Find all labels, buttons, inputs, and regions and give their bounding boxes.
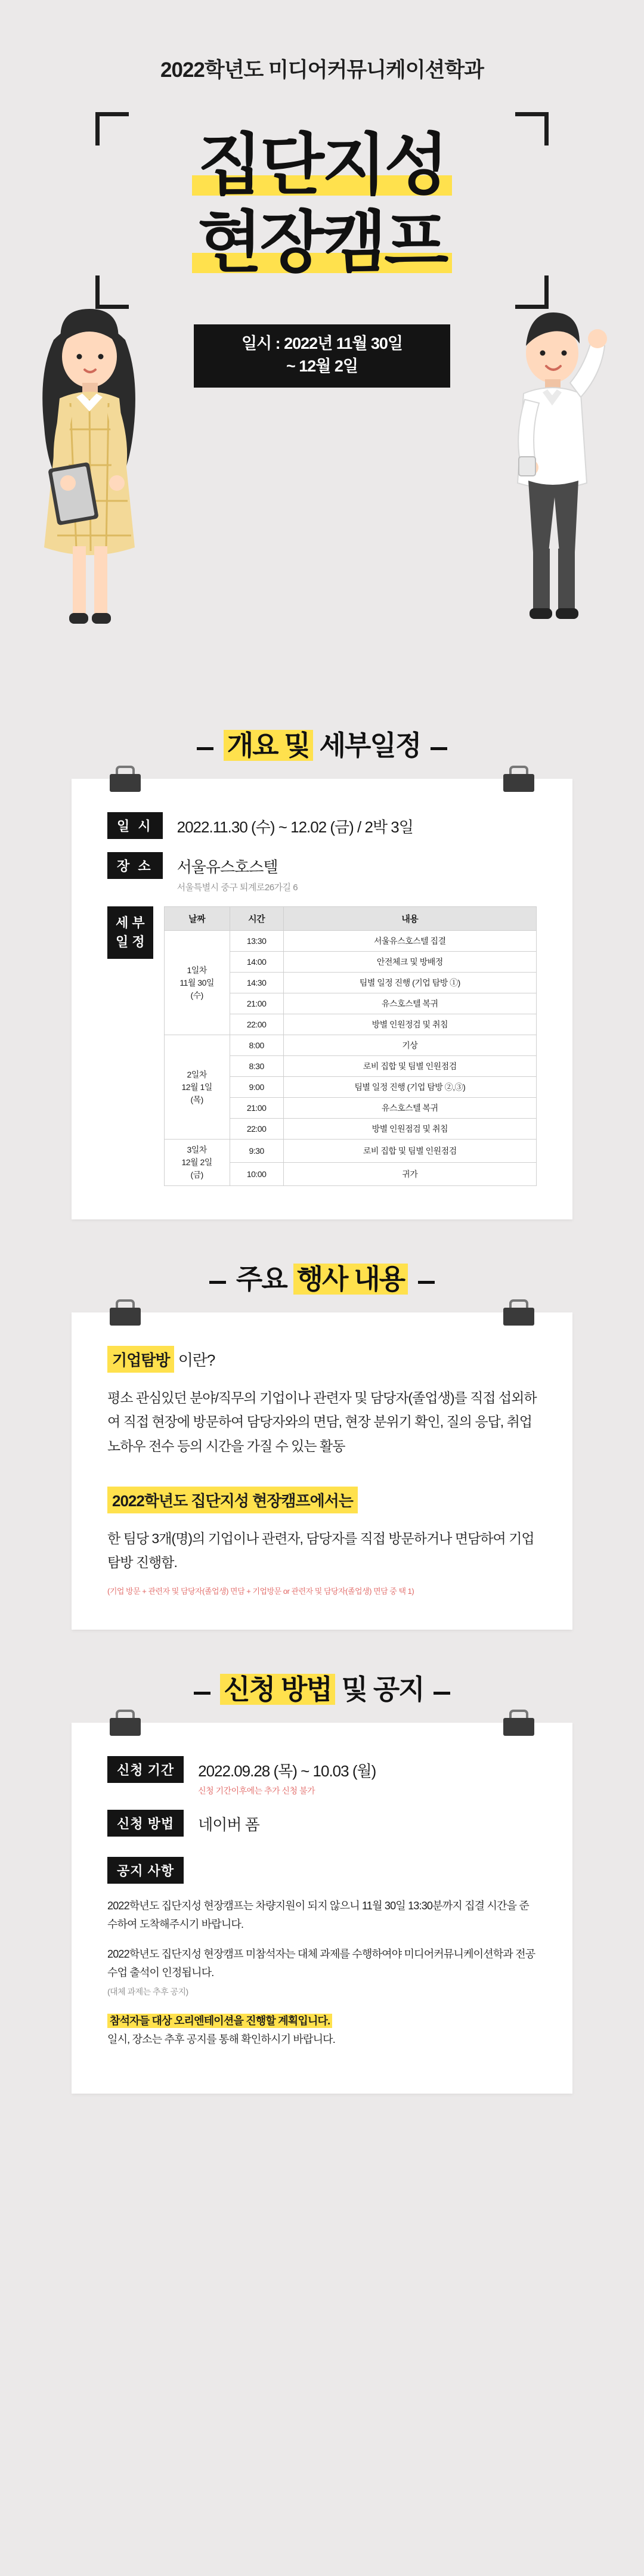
table-row [164, 1035, 536, 1056]
col-header-time: 시간 [230, 907, 283, 931]
col-header-day: 날짜 [164, 907, 230, 931]
camp-keyword: 2022학년도 집단지성 현장캠프에서는 [107, 1487, 358, 1513]
schedule-content-cell: 귀가 [283, 1163, 536, 1186]
schedule-time-cell: 9:00 [230, 1077, 283, 1098]
section-2-heading-pre: 주요 [236, 1264, 287, 1295]
section-1-heading [0, 692, 644, 779]
hero-title-line2: 현장캠프 [197, 205, 447, 280]
apply-method-row [107, 1810, 537, 1837]
schedule-time-cell: 14:30 [230, 973, 283, 993]
schedule-day-line3: (금) [190, 1170, 203, 1179]
schedule-time-cell: 10:00 [230, 1163, 283, 1186]
notice-row [107, 1857, 537, 1884]
schedule-content-cell: 로비 집합 및 팀별 인원점검 [283, 1056, 536, 1077]
heading-dash [194, 1692, 210, 1695]
frame-corner-top-right [515, 112, 549, 145]
schedule-content-cell: 유스호스텔 복귀 [283, 1098, 536, 1119]
hero-date-line2: ~ 12월 2일 [286, 357, 358, 375]
schedule-day-line2: 12월 2일 [181, 1157, 212, 1167]
frame-corner-top-left [95, 112, 129, 145]
col-header-content: 내용 [283, 907, 536, 931]
camp-heading [107, 1487, 537, 1513]
schedule-day-line1: 1일차 [187, 965, 207, 975]
schedule-table [164, 906, 537, 1186]
place-value: 서울유스호스텔 [177, 858, 278, 876]
paper-clip-icon [503, 1299, 534, 1326]
schedule-block [107, 906, 537, 1186]
heading-dash [197, 747, 213, 750]
schedule-content-cell: 로비 집합 및 팀별 인원점검 [283, 1140, 536, 1163]
hero-title-line2-wrap [192, 204, 453, 281]
overview-card [72, 779, 572, 1219]
schedule-content-cell: 방별 인원정검 및 취침 [283, 1014, 536, 1035]
apply-period-row [107, 1756, 537, 1797]
section-3-heading-rest: 및 공지 [341, 1674, 424, 1705]
apply-period-label: 신청 기간 [107, 1756, 184, 1783]
paper-clip-icon [110, 1299, 141, 1326]
schedule-content-cell: 서울유스호스텔 집결 [283, 931, 536, 952]
heading-dash [209, 1281, 226, 1284]
camp-description: 한 팀당 3개(명)의 기업이나 관련자, 담당자를 직접 방문하거나 면담하여 기업탐방 진행함. [107, 1530, 534, 1570]
schedule-day-cell [164, 931, 230, 1035]
schedule-label [107, 906, 153, 959]
schedule-day-line1: 2일차 [187, 1069, 207, 1079]
notice-item-2-sub: (대체 과제는 추후 공지) [107, 1986, 188, 1996]
schedule-content-cell: 팀별 일정 진행 (기업 탐방 ①) [283, 973, 536, 993]
program-card [72, 1312, 572, 1630]
hero-title-line1: 집단지성 [197, 128, 447, 202]
section-1-heading-mark: 개요 및 [224, 730, 313, 761]
schedule-label-line2: 일 정 [116, 934, 145, 949]
notice-item-2-text: 2022학년도 집단지성 현장캠프 미참석자는 대체 과제를 수행하여야 미디어커뮤니케이션학과 전공 수업 출석이 인정됩니다. [107, 1948, 535, 1979]
apply-card [72, 1723, 572, 2094]
paper-clip-icon [110, 1710, 141, 1736]
notice-item-3-highlight: 참석자들 대상 오리엔테이션을 진행할 계획입니다. [107, 2014, 332, 2028]
term-keyword: 기업탐방 [107, 1346, 174, 1373]
schedule-time-cell: 9:30 [230, 1140, 283, 1163]
schedule-day-line2: 11월 30일 [179, 977, 214, 987]
section-2-heading [0, 1225, 644, 1312]
section-3-heading-mark: 신청 방법 [220, 1674, 335, 1705]
section-3-heading [0, 1636, 644, 1723]
schedule-content-cell: 안전체크 및 방배정 [283, 952, 536, 973]
apply-method-value: 네이버 폼 [198, 1816, 259, 1834]
camp-note: (기업 방문 + 관련자 및 담당자(졸업생) 면담 + 기업방문 or 관련자 및 담당자(졸업생) 면담 중 택 1) [107, 1587, 414, 1596]
notice-item-1: 2022학년도 집단지성 현장캠프는 차량지원이 되지 않으니 11월 30일 13:30분까지 집결 시간을 준수하여 도착해주시기 바랍니다. [107, 1900, 530, 1930]
table-header-row [164, 907, 536, 931]
schedule-time-cell: 14:00 [230, 952, 283, 973]
section-2-heading-text [236, 1258, 408, 1297]
section-3-heading-text [220, 1668, 423, 1707]
table-row [164, 1140, 536, 1163]
schedule-day-line1: 3일차 [187, 1145, 207, 1154]
hero-title-line1-wrap [192, 126, 453, 204]
section-1-heading-rest: 세부일정 [319, 730, 421, 761]
schedule-content-cell: 방별 인원점검 및 취침 [283, 1119, 536, 1140]
apply-period-note: 신청 기간이후에는 추가 신청 불가 [198, 1786, 315, 1796]
place-row [107, 852, 537, 893]
paper-clip-icon [110, 766, 141, 792]
notice-item-3-text: 일시, 장소는 추후 공지를 통해 확인하시기 바랍니다. [107, 2033, 335, 2045]
term-suffix: 이란? [174, 1351, 215, 1369]
schedule-day-line3: (목) [190, 1094, 203, 1104]
hero-subtitle: 2022학년도 미디어커뮤니케이션학과 [160, 58, 484, 82]
person-illustration-left [18, 286, 167, 656]
date-row [107, 812, 537, 839]
apply-method-label: 신청 방법 [107, 1810, 184, 1837]
notice-item-3 [107, 2012, 537, 2048]
place-label: 장 소 [107, 852, 163, 879]
heading-dash [418, 1281, 435, 1284]
hero-section [0, 0, 644, 692]
schedule-time-cell: 8:00 [230, 1035, 283, 1056]
schedule-time-cell: 21:00 [230, 1098, 283, 1119]
schedule-time-cell: 22:00 [230, 1014, 283, 1035]
schedule-content-cell: 기상 [283, 1035, 536, 1056]
notice-item-2 [107, 1945, 537, 2000]
schedule-label-line1: 세 부 [116, 915, 145, 930]
date-value: 2022.11.30 (수) ~ 12.02 (금) / 2박 3일 [177, 818, 413, 836]
paper-clip-icon [503, 766, 534, 792]
paper-clip-icon [503, 1710, 534, 1736]
section-2-heading-mark: 행사 내용 [293, 1264, 408, 1295]
schedule-time-cell: 8:30 [230, 1056, 283, 1077]
title-frame [95, 112, 549, 309]
schedule-content-cell: 팀별 일정 진행 (기업 탐방 ②,③) [283, 1077, 536, 1098]
hero-date-line1: 일시 : 2022년 11월 30일 [241, 335, 403, 352]
date-label: 일 시 [107, 812, 163, 839]
schedule-time-cell: 21:00 [230, 993, 283, 1014]
notice-label: 공지 사항 [107, 1857, 184, 1884]
schedule-day-line2: 12월 1일 [181, 1082, 212, 1092]
schedule-day-cell [164, 1140, 230, 1186]
place-address: 서울특별시 중구 퇴계로26가길 6 [177, 883, 298, 893]
notice-body [107, 1897, 537, 2048]
section-1-heading-text [224, 724, 421, 763]
heading-dash [434, 1692, 450, 1695]
schedule-content-cell: 유스호스텔 복귀 [283, 993, 536, 1014]
term-heading [107, 1346, 537, 1373]
schedule-day-line3: (수) [190, 990, 203, 1000]
person-illustration-right [481, 286, 630, 656]
heading-dash [431, 747, 447, 750]
schedule-time-cell: 13:30 [230, 931, 283, 952]
schedule-day-cell [164, 1035, 230, 1140]
apply-period-value: 2022.09.28 (목) ~ 10.03 (월) [198, 1762, 376, 1781]
term-description: 평소 관심있던 분야/직무의 기업이나 관련자 및 담당자(졸업생)를 직접 섭외하여 직접 현장에 방문하여 담당자와의 면담, 현장 분위기 확인, 질의 응답, 취업 노하우 전수 등의 시간을 가질 수 있는 활동 [107, 1390, 537, 1454]
schedule-time-cell: 22:00 [230, 1119, 283, 1140]
hero-date-box [194, 324, 450, 388]
hero-title [95, 112, 549, 281]
table-row [164, 931, 536, 952]
